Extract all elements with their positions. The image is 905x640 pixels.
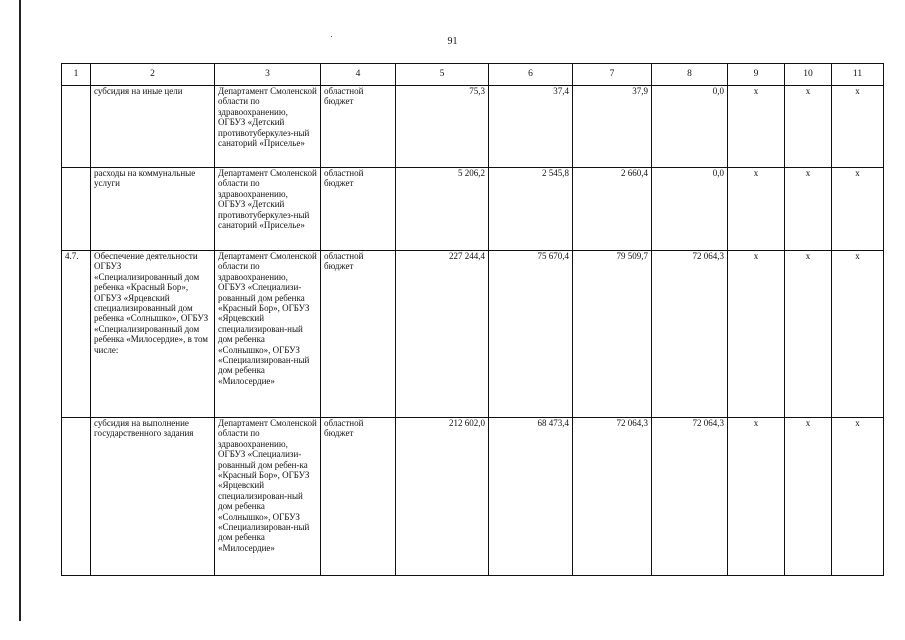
row-executor: Департамент Смоленской области по здравоохранению, ОГБУЗ «Специализи-рованный дом ребен-ка «Красный Бор», ОГБУЗ «Ярцевский специализирован-ный дом ребенка «Солнышко», ОГБУЗ «Специализирован-ный дом ребенка «Милосердие» <box>215 418 321 576</box>
header-cell: 2 <box>91 64 215 86</box>
row-col10: х <box>785 86 832 168</box>
row-col11: х <box>832 86 884 168</box>
row-name: расходы на коммунальные услуги <box>91 168 215 251</box>
row-col10: х <box>785 251 832 418</box>
row-source: областной бюджет <box>321 86 396 168</box>
row-total: 5 206,2 <box>396 168 489 251</box>
row-executor: Департамент Смоленской области по здравоохранению, ОГБУЗ «Детский противотуберкулез-ный санаторий «Приселье» <box>215 168 321 251</box>
row-year3: 72 064,3 <box>652 251 728 418</box>
row-year2: 79 509,7 <box>573 251 652 418</box>
row-index <box>62 168 91 251</box>
row-year1: 75 670,4 <box>489 251 573 418</box>
row-year1: 68 473,4 <box>489 418 573 576</box>
header-cell: 4 <box>321 64 396 86</box>
binding-margin-line <box>19 0 21 621</box>
row-total: 212 602,0 <box>396 418 489 576</box>
row-source: областной бюджет <box>321 251 396 418</box>
row-executor: Департамент Смоленской области по здравоохранению, ОГБУЗ «Специализи-рованный дом ребенка «Красный Бор», ОГБУЗ «Ярцевский специализирован-ный дом ребенка «Солнышко», ОГБУЗ «Специализирован-ный дом ребенка «Милосердие» <box>215 251 321 418</box>
row-col11: х <box>832 251 884 418</box>
row-total: 75,3 <box>396 86 489 168</box>
table-header-row <box>62 64 884 86</box>
header-cell: 6 <box>489 64 573 86</box>
row-col9: х <box>728 418 785 576</box>
row-year3: 72 064,3 <box>652 418 728 576</box>
row-name: Обеспечение деятельности ОГБУЗ «Специализированный дом ребенка «Красный Бор», ОГБУЗ «Ярцевский специализированный дом ребенка «Солнышко», ОГБУЗ «Специализированный дом ребенка «Милосердие», в том числе: <box>91 251 215 418</box>
header-cell: 5 <box>396 64 489 86</box>
table-row <box>62 418 884 576</box>
row-year3: 0,0 <box>652 86 728 168</box>
header-cell: 3 <box>215 64 321 86</box>
row-name: субсидия на иные цели <box>91 86 215 168</box>
row-name: субсидия на выполнение государственного задания <box>91 418 215 576</box>
row-source: областной бюджет <box>321 168 396 251</box>
header-cell: 9 <box>728 64 785 86</box>
table-row <box>62 86 884 168</box>
row-col11: х <box>832 168 884 251</box>
row-index <box>62 418 91 576</box>
table-row <box>62 168 884 251</box>
row-col10: х <box>785 168 832 251</box>
row-col11: х <box>832 418 884 576</box>
row-year2: 2 660,4 <box>573 168 652 251</box>
row-source: областной бюджет <box>321 418 396 576</box>
header-cell: 8 <box>652 64 728 86</box>
row-year1: 2 545,8 <box>489 168 573 251</box>
row-year1: 37,4 <box>489 86 573 168</box>
row-col9: х <box>728 168 785 251</box>
row-col9: х <box>728 86 785 168</box>
row-year2: 37,9 <box>573 86 652 168</box>
row-col9: х <box>728 251 785 418</box>
row-index: 4.7. <box>62 251 91 418</box>
header-cell: 1 <box>62 64 91 86</box>
budget-table <box>61 63 884 576</box>
header-cell: 10 <box>785 64 832 86</box>
row-year2: 72 064,3 <box>573 418 652 576</box>
row-index <box>62 86 91 168</box>
row-executor: Департамент Смоленской области по здравоохранению, ОГБУЗ «Детский противотуберкулез-ный санаторий «Приселье» <box>215 86 321 168</box>
header-cell: 11 <box>832 64 884 86</box>
table-row <box>62 251 884 418</box>
row-total: 227 244,4 <box>396 251 489 418</box>
header-cell: 7 <box>573 64 652 86</box>
page-number: 91 <box>447 36 458 47</box>
row-col10: х <box>785 418 832 576</box>
row-year3: 0,0 <box>652 168 728 251</box>
